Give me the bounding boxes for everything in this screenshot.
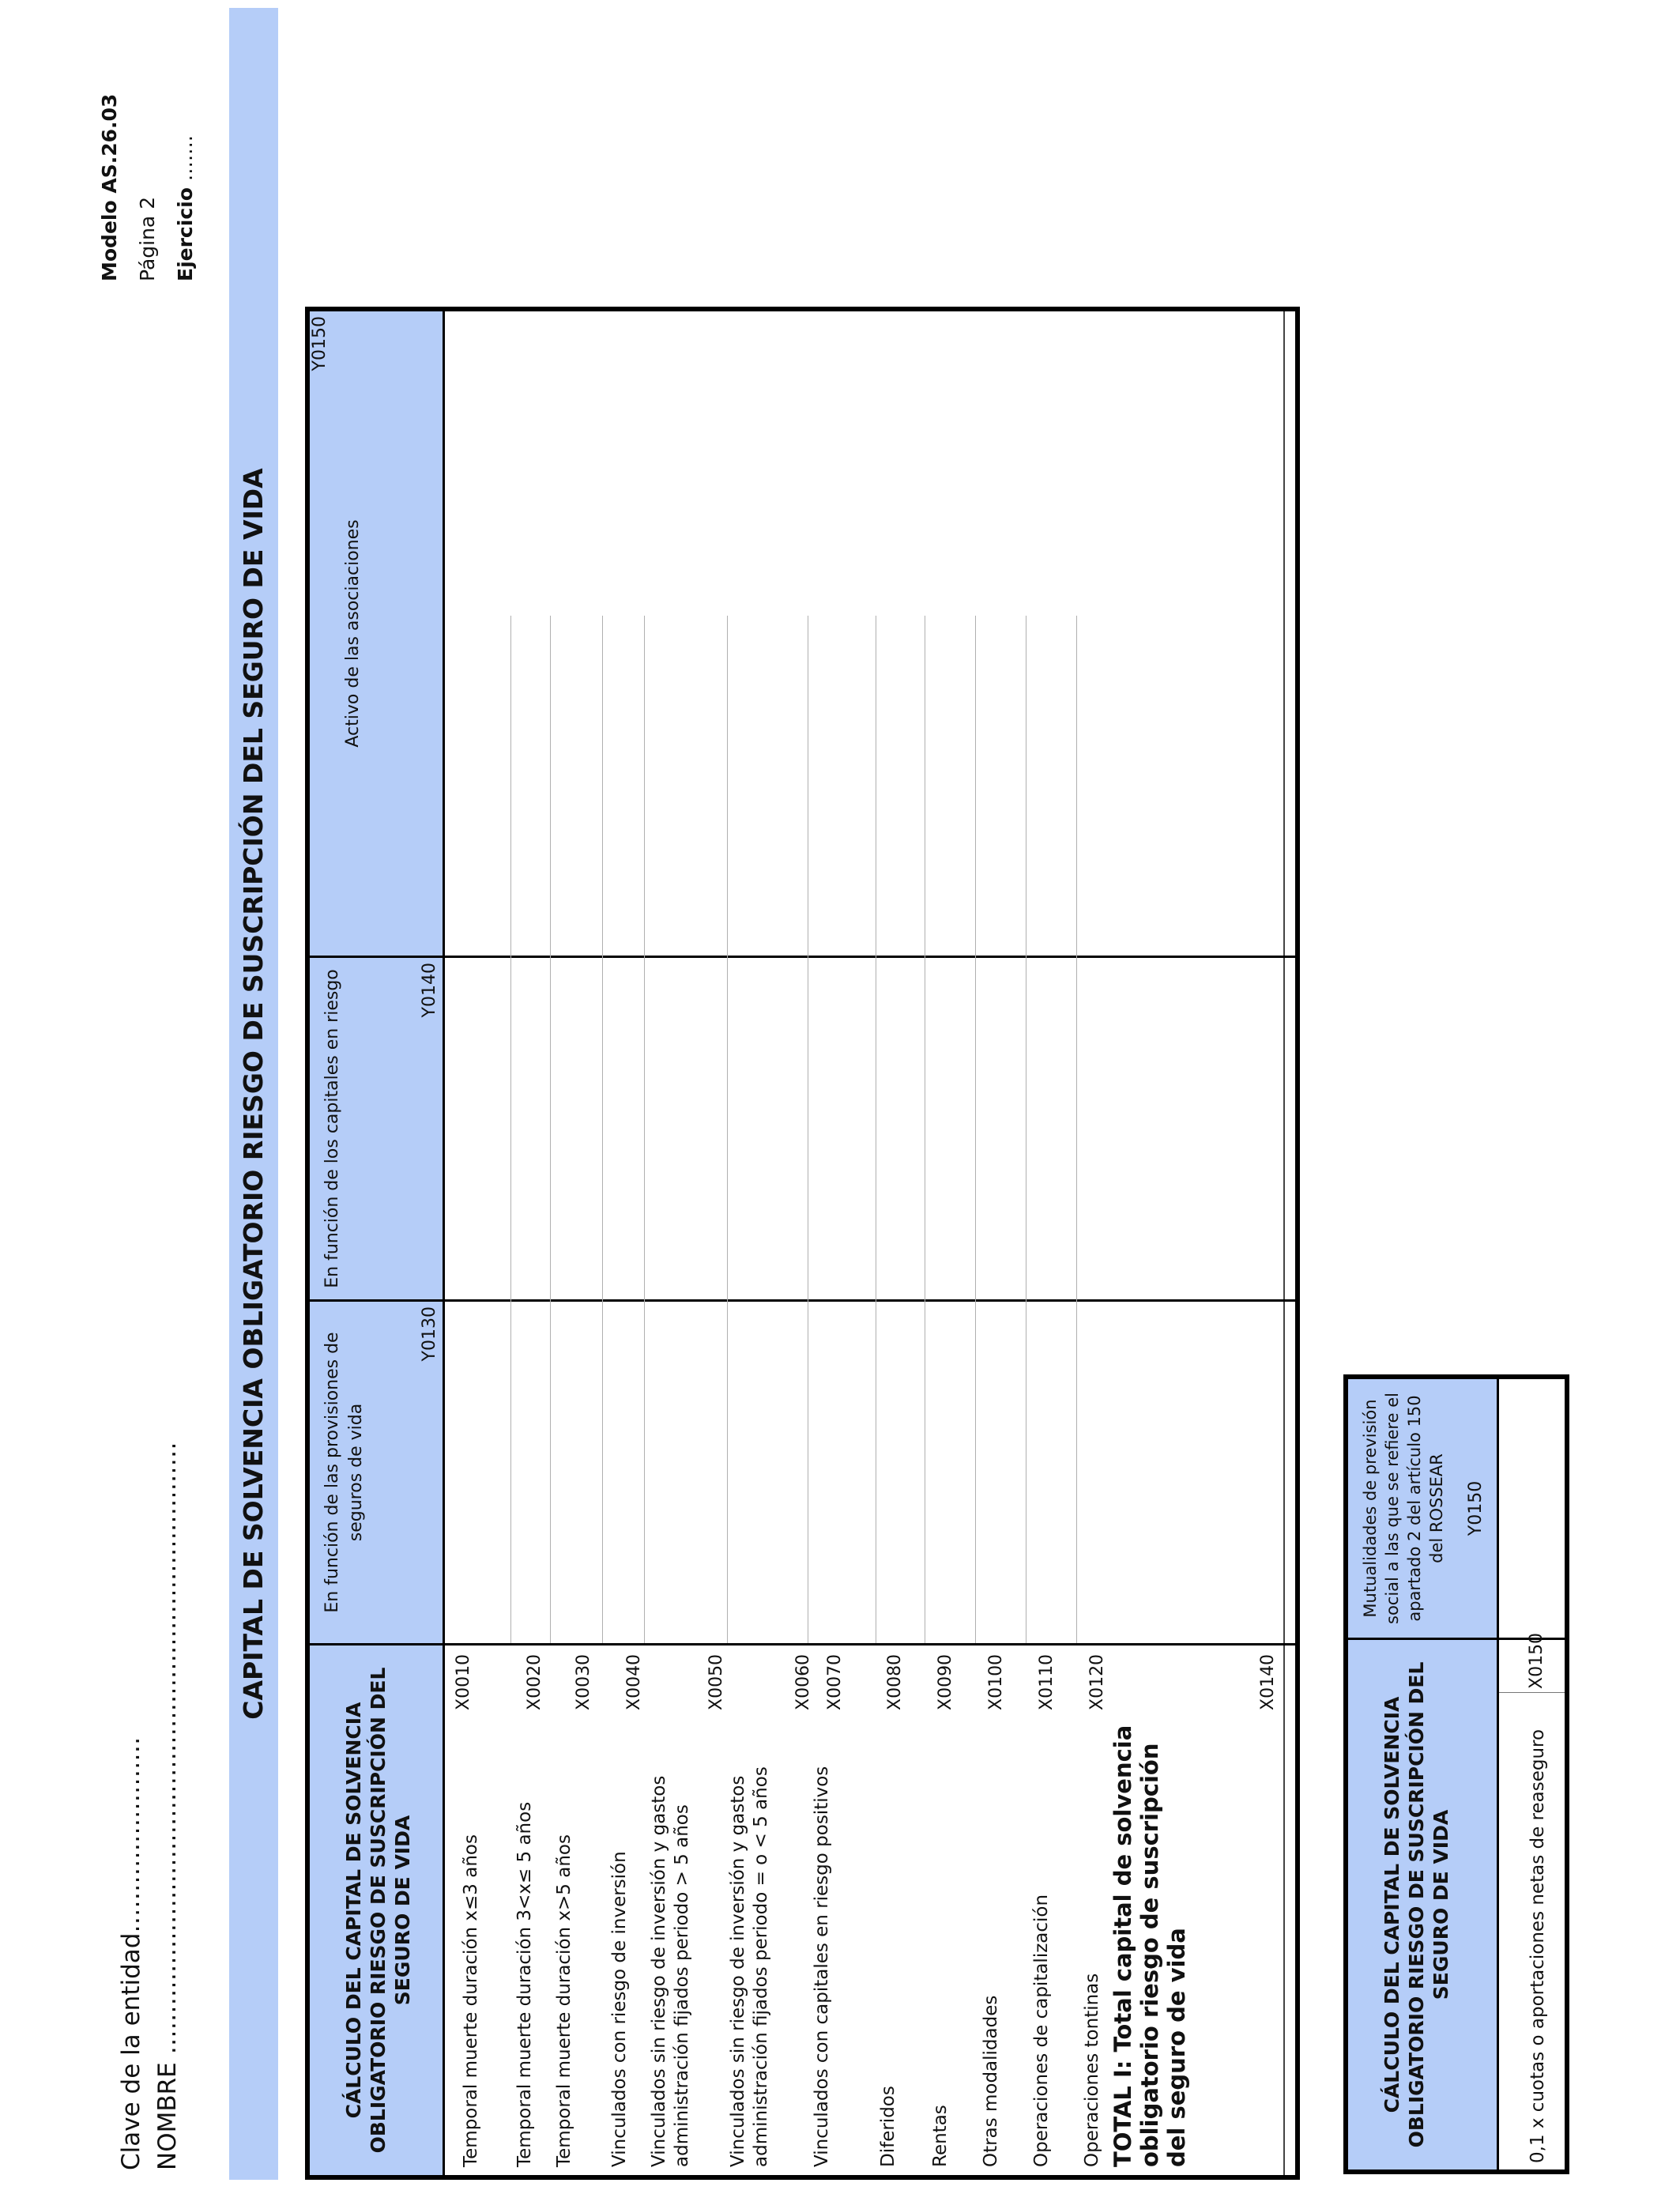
col-label: Activo de las asociaciones	[343, 519, 363, 748]
row-label: Temporal muerte duración x>5 años	[554, 1834, 574, 2167]
col-header-activo	[310, 311, 443, 956]
row-label: Temporal muerte duración x≤3 años	[461, 1834, 481, 2167]
col-code: Y0150	[310, 316, 330, 371]
row-label: Rentas	[930, 2105, 951, 2167]
row-label: 0,1 x cuotas o aportaciones netas de reaseguro	[1527, 1728, 1548, 2163]
row-code: X0100	[986, 1653, 1006, 1710]
row-code: X0080	[885, 1653, 905, 1710]
modelo-label: Modelo AS.26.03	[98, 93, 121, 281]
row-label: Operaciones de capitalización	[1031, 1894, 1052, 2167]
col-code: Y0130	[420, 1306, 439, 1362]
row-code: X0050	[706, 1653, 726, 1710]
pagina-label: Página 2	[136, 196, 159, 281]
col-header-provisiones	[310, 1302, 443, 1643]
row-label: Vinculados sin riesgo de inversión y gastos administración fijados periodo > 5 años	[649, 1775, 692, 2167]
row-label: Vinculados sin riesgo de inversión y gastos administración fijados periodo = o < 5 años	[728, 1766, 771, 2167]
mutualidades-table	[1343, 1374, 1569, 2174]
ejercicio-label: Ejercicio	[174, 187, 197, 281]
total-row-label: TOTAL I: Total capital de solvencia obligatorio riesgo de suscripción del seguro de vida	[1109, 1725, 1190, 2167]
row-code: X0110	[1037, 1653, 1057, 1710]
row-code: X0070	[825, 1653, 845, 1710]
row-label: Temporal muerte duración 3<x≤ 5 años	[514, 1801, 535, 2167]
row-label: Operaciones tontinas	[1082, 1973, 1102, 2167]
ejercicio-dots: …….	[174, 135, 197, 182]
input-column-provisiones[interactable]	[445, 1302, 1283, 1643]
row-header-cell-2: CÁLCULO DEL CAPITAL DE SOLVENCIA OBLIGATORIO RIESGO DE SUSCRIPCIÓN DEL SEGURO DE VIDA	[1348, 1640, 1497, 2169]
input-column-capitales[interactable]	[445, 958, 1283, 1299]
row-code: X0020	[525, 1653, 544, 1710]
row-code: X0120	[1087, 1653, 1107, 1710]
row-label: Otras modalidades	[981, 1995, 1001, 2167]
row-code: X0150	[1527, 1632, 1546, 1689]
row-code: X0140	[1258, 1653, 1278, 1710]
row-label: Vinculados con capitales en riesgo positivos	[812, 1766, 832, 2167]
row-code: X0030	[574, 1653, 593, 1710]
bottom-inner-line	[1283, 311, 1285, 2175]
clave-entidad-field[interactable]: Clave de la entidad……………………	[117, 1736, 145, 2170]
col-code: Y0140	[420, 963, 439, 1018]
row-code: X0010	[454, 1653, 473, 1710]
row-header-cell: CÁLCULO DEL CAPITAL DE SOLVENCIA OBLIGATORIO RIESGO DE SUSCRIPCIÓN DEL SEGURO DE VIDA	[310, 1646, 443, 2175]
col-header-mutualidades	[1348, 1379, 1497, 1638]
col-label: En función de los capitales en riesgo	[322, 969, 342, 1288]
main-table	[305, 307, 1300, 2180]
row-code: X0060	[793, 1653, 813, 1710]
ejercicio-field[interactable]	[167, 94, 205, 281]
col-label: En función de las provisiones de seguros de vida	[322, 1332, 366, 1613]
col-code: Y0150	[1466, 1480, 1486, 1536]
row-code: X0040	[624, 1653, 644, 1710]
page-title: CAPITAL DE SOLVENCIA OBLIGATORIO RIESGO DE SUSCRIPCIÓN DEL SEGURO DE VIDA	[229, 8, 278, 2180]
input-cell-activo[interactable]	[445, 311, 1283, 956]
row-label: Diferidos	[878, 2086, 898, 2167]
model-header	[91, 94, 205, 281]
nombre-field[interactable]: NOMBRE …………………………………………………………………	[153, 1442, 182, 2170]
col-divider	[310, 1643, 1295, 1646]
input-cell-mutualidades[interactable]	[1499, 1379, 1565, 1638]
col-label: Mutualidades de previsión social a las que se refiere el apartado 2 del artículo 150 del ROSSEAR	[1361, 1393, 1446, 1624]
col-header-capitales	[310, 958, 443, 1299]
row-label: Vinculados con riesgo de inversión	[609, 1851, 630, 2167]
entity-header	[113, 1442, 186, 2170]
row-code: X0090	[936, 1653, 955, 1710]
